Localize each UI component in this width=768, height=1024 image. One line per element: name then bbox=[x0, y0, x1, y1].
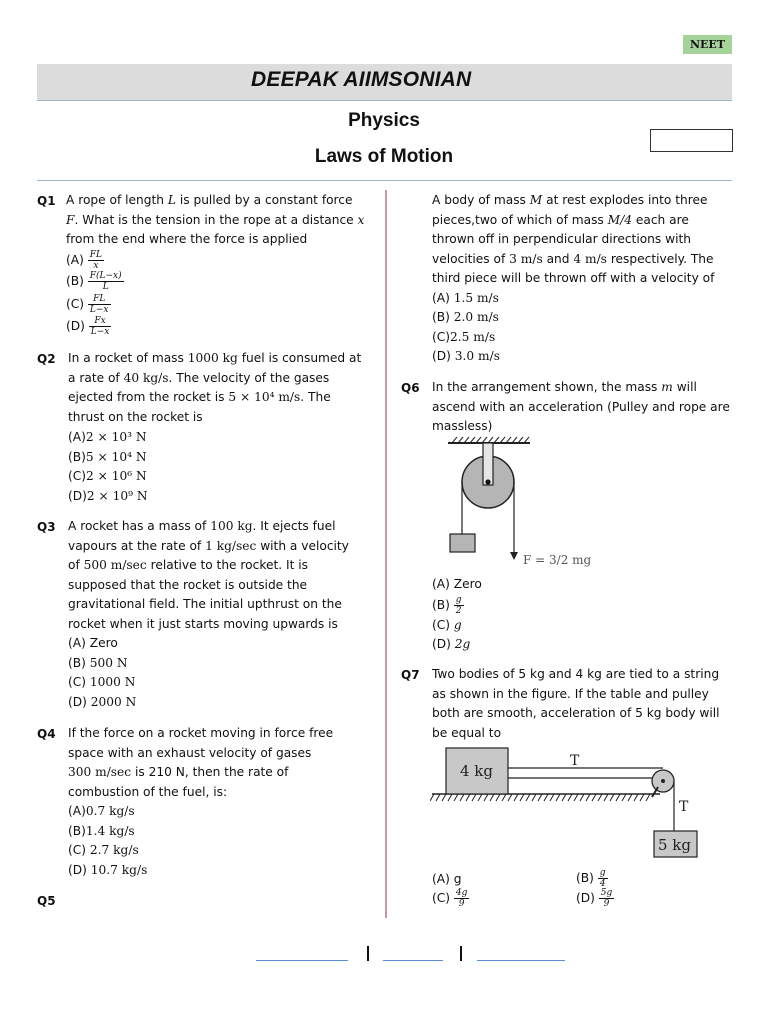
footer-link[interactable] bbox=[477, 960, 565, 961]
question-text: In a rocket of mass 1000 kg fuel is consumed at a rate of 40 kg/s. The velocity of the gases ejected from the rocket is 5 × 10⁴ m/s. The thrust on the rocket is (A)2 × 10³ N (B)5 × 10⁴ N (C)2 × 10⁶ N (D)2 × 10⁹ N bbox=[68, 351, 362, 503]
question-number: Q2 bbox=[37, 352, 56, 366]
column-divider bbox=[385, 190, 387, 918]
option: (A) g bbox=[432, 872, 462, 886]
footer-link[interactable] bbox=[256, 960, 348, 961]
question-text: A body of mass M at rest explodes into three pieces,two of which of mass M/4 each are thrown off in perpendicular directions with velocities of 3 m/s and 4 m/s respectively. The third piece will be thrown off with a velocity of (A) 1.5 m/s (B) 2.0 m/s (C)2.5 m/s (D) 3.0 m/s bbox=[432, 193, 715, 363]
question-text: In the arrangement shown, the mass m will ascend with an acceleration (Pulley and rope are massless) bbox=[432, 380, 730, 433]
question-number: Q4 bbox=[37, 727, 56, 741]
pulley-figure bbox=[440, 436, 610, 570]
question-number: Q6 bbox=[401, 381, 420, 395]
footer-separator bbox=[460, 946, 462, 961]
option: (C) $\frac{FL}{L-x}$ bbox=[66, 294, 109, 315]
question-text: Two bodies of 5 kg and 4 kg are tied to a string as shown in the figure. If the table and pulley both are smooth, acceleration of 5 kg body will be equal to bbox=[432, 667, 720, 740]
footer-separator bbox=[367, 946, 369, 961]
brand-title: DEEPAK AIIMSONIAN bbox=[251, 68, 472, 91]
question-number: Q5 bbox=[37, 894, 56, 908]
table-pulley-figure bbox=[430, 745, 702, 863]
question-number: Q7 bbox=[401, 668, 420, 682]
force-label: F = 3/2 mg bbox=[523, 553, 592, 567]
option: (D) $\frac{Fx}{L-x}$ bbox=[66, 316, 110, 337]
options-q6: (A) Zero (B) $\frac{g}{2}$ (C) g (D) 2g bbox=[432, 577, 482, 651]
footer-link[interactable] bbox=[383, 960, 443, 961]
option: (B) $\frac{g}{4}$ bbox=[576, 868, 606, 889]
tension-label: T bbox=[570, 753, 580, 769]
option: (D) $\frac{5g}{9}$ bbox=[576, 888, 613, 909]
question-text: A rope of length L is pulled by a constant force F. What is the tension in the rope at a distance x from the end where the force is applied bbox=[66, 193, 365, 246]
chapter-title: Laws of Motion bbox=[314, 146, 454, 167]
question-text: If the force on a rocket moving in force free space with an exhaust velocity of gases 300 m/sec is 210 N, then the rate of combustion of the fuel, is: (A)0.7 kg/s (B)1.4 kg/s (C) 2.7 kg/s (D) 10.7 kg/s bbox=[68, 726, 334, 877]
block-4kg-label: 4 kg bbox=[460, 762, 494, 780]
neet-badge: NEET bbox=[683, 35, 732, 54]
question-text: A rocket has a mass of 100 kg. It ejects fuel vapours at the rate of 1 kg/sec with a velocity of 500 m/sec relative to the rocket. It is supposed that the rocket is outside the gravitational field. The initial upthrust on the rocket when it just starts moving upwards is (A) Zero (B) 500 N (C) 1000 N (D) 2000 N bbox=[68, 519, 349, 709]
tension-label: T bbox=[679, 799, 689, 815]
option: (A) $\frac{FL}{x}$ bbox=[66, 250, 102, 271]
brand-banner bbox=[37, 64, 732, 101]
question-number: Q1 bbox=[37, 194, 56, 208]
option: (B) $\frac{F(L-x)}{L}$ bbox=[66, 271, 122, 292]
block-5kg-label: 5 kg bbox=[658, 836, 692, 854]
subject-title: Physics bbox=[348, 110, 420, 131]
question-number: Q3 bbox=[37, 520, 56, 534]
option: (C) $\frac{4g}{9}$ bbox=[432, 888, 468, 909]
header-rule bbox=[37, 180, 732, 181]
